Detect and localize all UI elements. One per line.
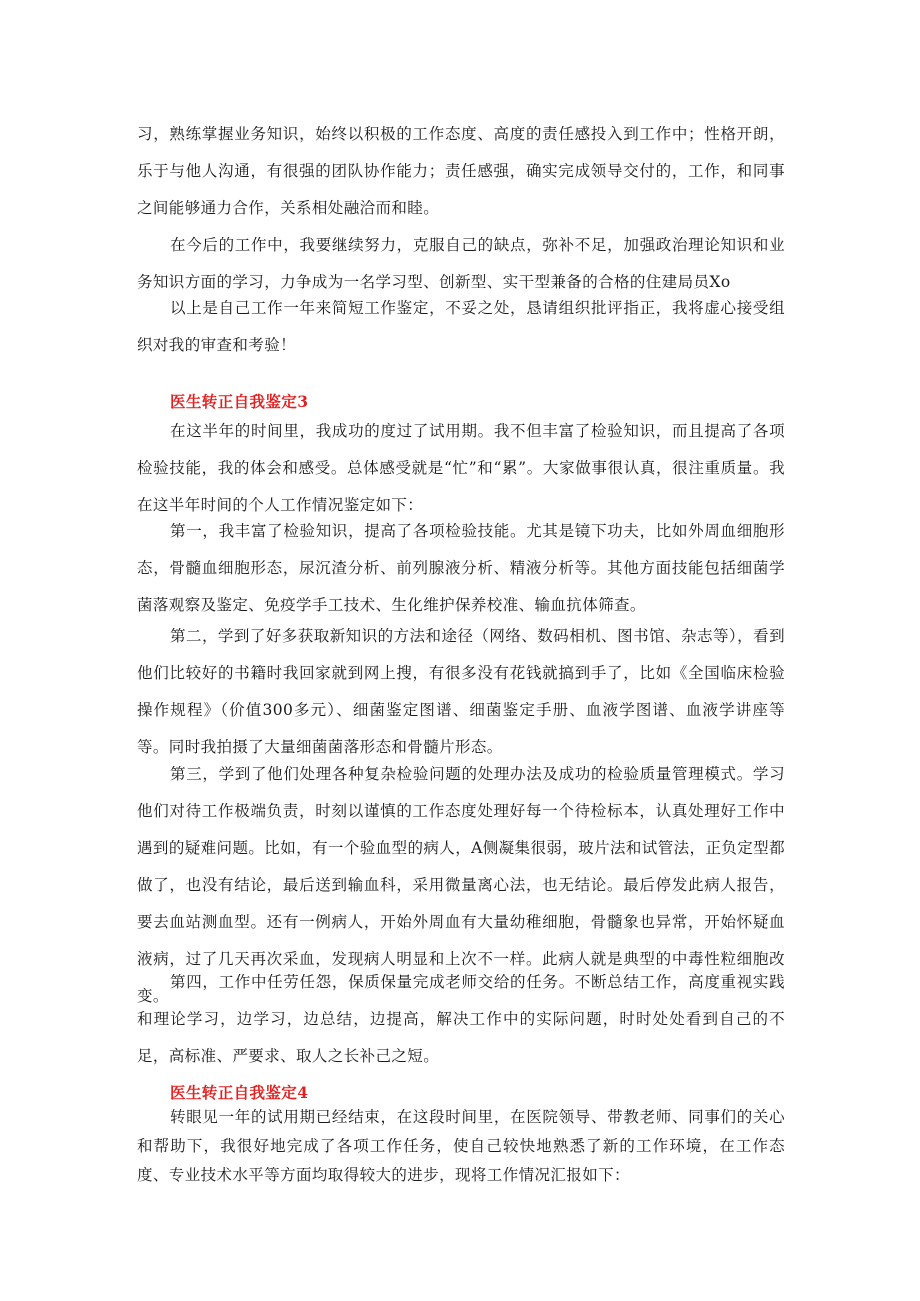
paragraph-probation-intro: 在这半年的时间里，我成功的度过了试用期。我不但丰富了检验知识，而且提高了各项检验技能，我的体会和感受。总体感受就是“忙”和“累”。大家做事很认真，很注重质量。我在这半年时间的个人工作情况鉴定如下： <box>137 422 785 514</box>
section-heading-3: 医生转正自我鉴定3 <box>170 392 309 411</box>
paragraph-closing-remarks: 以上是自己工作一年来简短工作鉴定，不妥之处，恳请组织批评指正，我将虚心接受组织对我的审查和考验！ <box>137 299 785 354</box>
paragraph-one-year-review: 转眼见一年的试用期已经结束，在这段时间里，在医院领导、带教老师、同事们的关心和帮助下，我很好地完成了各项工作任务，使自己较快地熟悉了新的工作环境，在工作态度、专业技术水平等方面均取得较大的进步，现将工作情况汇报如下： <box>137 1108 785 1184</box>
paragraph-point-four: 第四，工作中任劳任怨，保质保量完成老师交给的任务。不断总结工作，高度重视实践和理论学习，边学习，边总结，边提高，解决工作中的实际问题，时时处处看到自己的不足，高标准、严要求、取人之长补己之短。 <box>137 973 785 1065</box>
paragraph-continued-self-review: 习，熟练掌握业务知识，始终以积极的工作态度、高度的责任感投入到工作中；性格开朗，乐于与他人沟通，有很强的团队协作能力；责任感强，确实完成领导交付的，工作，和同事之间能够通力合作，关系相处融洽而和睦。 <box>137 125 785 217</box>
paragraph-point-two: 第二，学到了好多获取新知识的方法和途径（网络、数码相机、图书馆、杂志等），看到他们比较好的书籍时我回家就到网上搜，有很多没有花钱就搞到手了，比如《全国临床检验操作规程》（价值300多元）、细菌鉴定图谱、细菌鉴定手册、血液学图谱、血液学讲座等等。同时我拍摄了大量细菌菌落形态和骨髓片形态。 <box>137 627 785 756</box>
section-heading-4: 医生转正自我鉴定4 <box>170 1083 309 1102</box>
paragraph-point-one: 第一，我丰富了检验知识，提高了各项检验技能。尤其是镜下功夫，比如外周血细胞形态，骨髓血细胞形态，尿沉渣分析、前列腺液分析、精液分析等。其他方面技能包括细菌学菌落观察及鉴定、免疫学手工技术、生化维护保养校准、输血抗体筛查。 <box>137 522 785 614</box>
paragraph-future-plans: 在今后的工作中，我要继续努力，克服自己的缺点，弥补不足，加强政治理论知识和业务知识方面的学习，力争成为一名学习型、创新型、实干型兼备的合格的住建局员Xo <box>137 236 785 291</box>
paragraph-point-three: 第三，学到了他们处理各种复杂检验问题的处理办法及成功的检验质量管理模式。学习他们对待工作极端负责，时刻以谨慎的工作态度处理好每一个待检标本，认真处理好工作中遇到的疑难问题。比如，有一个验血型的病人，A侧凝集很弱，玻片法和试管法，正负定型都做了，也没有结论，最后送到输血科，采用微量离心法，也无结论。最后停发此病人报告，要去血站测血型。还有一例病人，开始外周血有大量幼稚细胞，骨髓象也异常，开始怀疑血液病，过了几天再次采血，发现病人明显和上次不一样。此病人就是典型的中毒性粒细胞改变。 <box>137 765 785 1005</box>
